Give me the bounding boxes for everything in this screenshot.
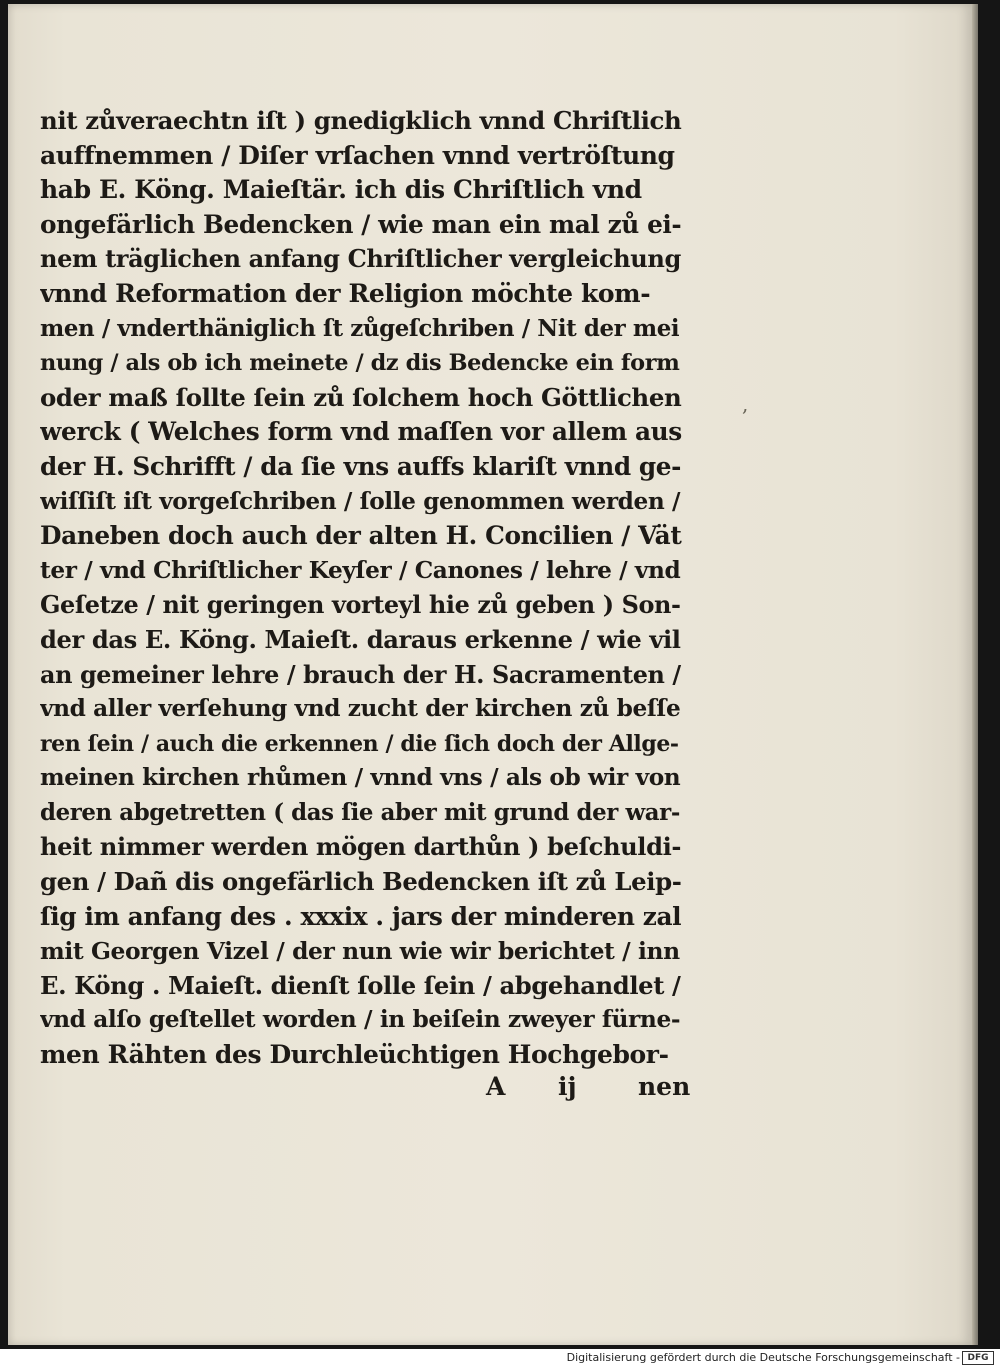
text-line: hab E. Köng. Maieſtär. ich dis Chriſtlich vnd: [40, 175, 642, 205]
text-line: werck ( Welches form vnd maſſen vor allem aus: [40, 417, 682, 447]
text-line: ſig im anfang des . xxxix . jars der minderen zal: [40, 901, 682, 931]
text-line: men Rähten des Durchleüchtigen Hochgebor-: [40, 1040, 669, 1070]
text-line: nung / als ob ich meinete / dz dis Bedencke ein form: [40, 350, 680, 377]
text-line: Geſetze / nit geringen vorteyl hie zů geben ) Son-: [40, 591, 681, 620]
text-line: nem träglichen anfang Chriſtlicher vergleichung: [40, 244, 681, 274]
text-line: Daneben doch auch der alten H. Concilien / Vät: [40, 521, 682, 551]
text-line: oder maß ſollte ſein zů ſolchem hoch Göttlichen: [40, 382, 682, 412]
signature-number: ij: [558, 1072, 577, 1101]
text-line: ren ſein / auch die erkennen / die ſich doch der Allge-: [40, 730, 679, 757]
text-line: gen / Dañ dis ongefärlich Bedencken iſt zů Leip-: [40, 867, 682, 897]
text-line: wiſſiſt iſt vorgeſchriben / ſolle genommen werden /: [40, 487, 681, 515]
text-line: heit nimmer werden mögen darthůn ) beſchuldi-: [40, 832, 682, 862]
dfg-logo: DFG: [962, 1351, 994, 1365]
text-line: der das E. Köng. Maieſt. daraus erkenne / wie vil: [40, 624, 681, 654]
text-line: vnd alſo geſtellet worden / in beiſein zweyer fürne-: [40, 1006, 681, 1034]
text-line: E. Köng . Maieſt. dienſt ſolle ſein / abgehandlet /: [40, 970, 681, 1000]
text-line: der H. Schrifft / da ſie vns auffs klariſt vnnd ge-: [40, 451, 681, 481]
text-line: deren abgetretten ( das ſie aber mit grund der war-: [40, 799, 680, 826]
catchword: nen: [638, 1072, 691, 1101]
funding-notice: Digitalisierung gefördert durch die Deutsche Forschungsgemeinschaft -: [566, 1351, 960, 1364]
text-line: ongefärlich Bedencken / wie man ein mal zů ei-: [40, 209, 682, 239]
margin-mark: ,: [742, 392, 749, 416]
text-line: mit Georgen Vizel / der nun wie wir berichtet / inn: [40, 937, 680, 966]
footer: [0, 1349, 1000, 1367]
signature-line: [486, 1072, 690, 1101]
signature-mark: A: [486, 1072, 506, 1101]
text-line: ter / vnd Chriſtlicher Keyſer / Canones / lehre / vnd: [40, 556, 681, 584]
page-edge: [972, 4, 978, 1345]
text-block: [40, 104, 682, 1073]
text-line: meinen kirchen rhůmen / vnnd vns / als ob wir von: [40, 764, 681, 792]
text-line: nit zůveraechtn iſt ) gnedigklich vnnd Chriſtlich: [40, 106, 682, 135]
text-line: men / vnderthäniglich ſt zůgeſchriben / Nit der mei: [40, 314, 680, 342]
text-line: an gemeiner lehre / brauch der H. Sacramenten /: [40, 660, 681, 689]
text-line: auffnemmen / Diſer vrſachen vnnd vertröſtung: [40, 140, 675, 170]
text-line: vnnd Reformation der Religion möchte kom-: [40, 278, 651, 308]
text-line: vnd aller verſehung vnd zucht der kirchen zů beſſe: [40, 695, 681, 723]
